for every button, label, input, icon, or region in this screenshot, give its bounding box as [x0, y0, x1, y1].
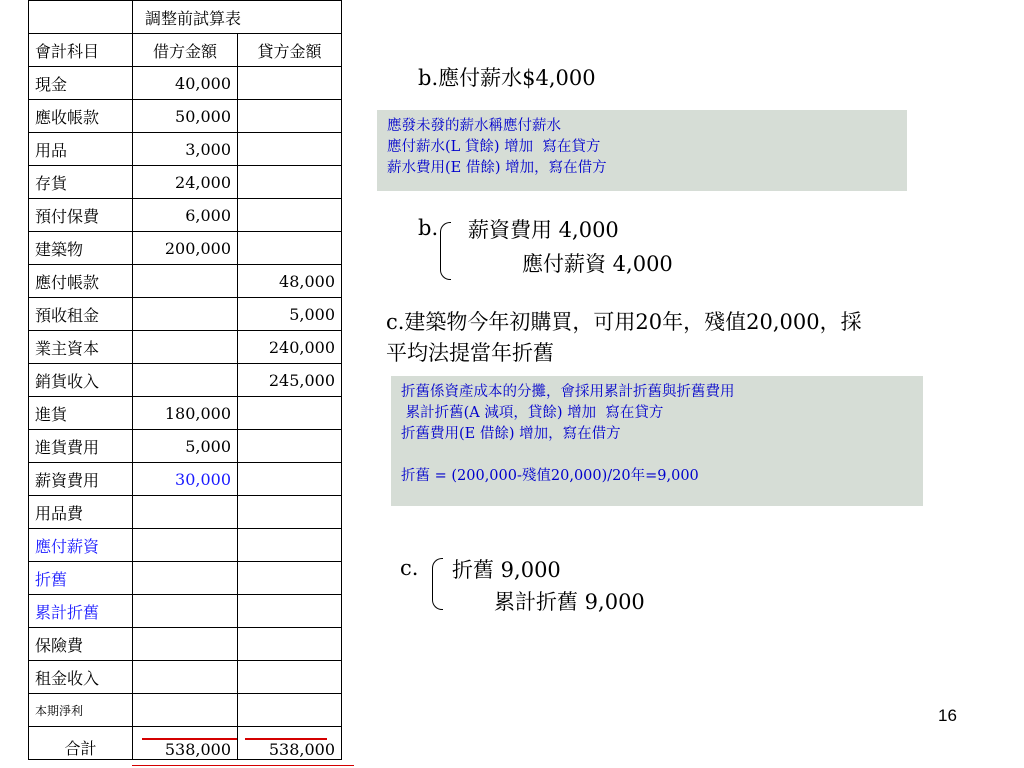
debit-cell: 5,000	[133, 430, 238, 463]
debit-cell: 538,000	[133, 727, 238, 760]
note-c-line: 累計折舊(A 減項，貸餘) 增加 寫在貸方	[401, 405, 664, 421]
note-c-line: 折舊費用(E 借餘) 增加，寫在借方	[401, 426, 621, 442]
journal-b-debit: 薪資費用 4,000	[468, 218, 619, 242]
account-cell: 業主資本	[29, 331, 133, 364]
trial-balance-table	[28, 0, 342, 760]
net-income-debit-underline	[142, 738, 237, 740]
credit-cell	[238, 628, 342, 661]
debit-cell	[133, 628, 238, 661]
header-debit: 借方金額	[133, 34, 238, 67]
account-cell: 現金	[29, 67, 133, 100]
credit-cell	[238, 166, 342, 199]
debit-cell	[133, 298, 238, 331]
table-row	[29, 694, 342, 727]
table-corner-cell	[29, 1, 133, 34]
debit-cell	[133, 265, 238, 298]
table-row	[29, 397, 342, 430]
journal-c-label: c.	[400, 556, 419, 580]
credit-cell: 5,000	[238, 298, 342, 331]
account-cell: 薪資費用	[29, 463, 133, 496]
table-title-row	[29, 1, 342, 34]
account-cell: 合計	[29, 727, 133, 760]
note-c-line: 折舊 = (200,000-殘值20,000)/20年=9,000	[401, 468, 699, 484]
net-income-credit-underline	[245, 738, 327, 740]
note-b-explanation-box	[377, 110, 907, 191]
table-row	[29, 364, 342, 397]
account-cell: 進貨費用	[29, 430, 133, 463]
account-cell: 預收租金	[29, 298, 133, 331]
table-row	[29, 562, 342, 595]
table-row	[29, 199, 342, 232]
credit-cell	[238, 694, 342, 727]
table-row	[29, 265, 342, 298]
table-row	[29, 331, 342, 364]
account-cell: 保險費	[29, 628, 133, 661]
account-cell: 用品	[29, 133, 133, 166]
credit-cell: 240,000	[238, 331, 342, 364]
credit-cell	[238, 496, 342, 529]
account-cell: 進貨	[29, 397, 133, 430]
table-row	[29, 463, 342, 496]
account-cell: 累計折舊	[29, 595, 133, 628]
account-cell: 存貨	[29, 166, 133, 199]
debit-cell	[133, 496, 238, 529]
note-b-line: 應發未發的薪水稱應付薪水	[387, 118, 561, 134]
debit-cell: 30,000	[133, 463, 238, 496]
table-row	[29, 727, 342, 760]
credit-cell: 48,000	[238, 265, 342, 298]
debit-cell	[133, 529, 238, 562]
page-number: 16	[938, 706, 957, 725]
credit-cell	[238, 562, 342, 595]
account-cell: 本期淨利	[29, 694, 133, 727]
journal-b-label: b.	[418, 216, 439, 240]
account-cell: 應收帳款	[29, 100, 133, 133]
debit-cell: 50,000	[133, 100, 238, 133]
note-c-title-line-2: 平均法提當年折舊	[386, 341, 554, 365]
note-b-title: b.應付薪水$4,000	[418, 66, 596, 90]
credit-cell	[238, 133, 342, 166]
credit-cell	[238, 661, 342, 694]
account-cell: 折舊	[29, 562, 133, 595]
note-c-line: 折舊係資產成本的分攤，會採用累計折舊與折舊費用	[401, 384, 735, 400]
journal-b-brace	[440, 222, 451, 280]
table-row	[29, 133, 342, 166]
account-cell: 應付薪資	[29, 529, 133, 562]
header-credit: 貸方金額	[238, 34, 342, 67]
total-underline	[132, 765, 354, 766]
credit-cell	[238, 232, 342, 265]
table-row	[29, 100, 342, 133]
journal-c-credit: 累計折舊 9,000	[494, 590, 645, 614]
debit-cell	[133, 364, 238, 397]
note-b-line: 應付薪水(L 貸餘) 增加 寫在貸方	[387, 139, 601, 155]
credit-cell	[238, 397, 342, 430]
table-row	[29, 67, 342, 100]
credit-cell	[238, 67, 342, 100]
table-row	[29, 232, 342, 265]
debit-cell	[133, 694, 238, 727]
account-cell: 銷貨收入	[29, 364, 133, 397]
credit-cell	[238, 430, 342, 463]
debit-cell	[133, 595, 238, 628]
credit-cell: 245,000	[238, 364, 342, 397]
header-account: 會計科目	[29, 34, 133, 67]
debit-cell: 180,000	[133, 397, 238, 430]
journal-c-debit: 折舊 9,000	[452, 558, 561, 582]
account-cell: 用品費	[29, 496, 133, 529]
account-cell: 應付帳款	[29, 265, 133, 298]
table-row	[29, 430, 342, 463]
table-row	[29, 628, 342, 661]
table-header-row	[29, 34, 342, 67]
note-c-title-line-1: c.建築物今年初購買，可用20年，殘值20,000，採	[386, 310, 862, 334]
table-title: 調整前試算表	[133, 1, 342, 34]
account-cell: 租金收入	[29, 661, 133, 694]
debit-cell	[133, 661, 238, 694]
journal-b-credit: 應付薪資 4,000	[522, 252, 673, 276]
debit-cell	[133, 562, 238, 595]
debit-cell: 3,000	[133, 133, 238, 166]
note-c-line	[401, 445, 913, 466]
debit-cell: 200,000	[133, 232, 238, 265]
table-row	[29, 298, 342, 331]
debit-cell	[133, 331, 238, 364]
credit-cell	[238, 463, 342, 496]
note-b-line: 薪水費用(E 借餘) 增加，寫在借方	[387, 160, 607, 176]
credit-cell	[238, 529, 342, 562]
debit-cell: 24,000	[133, 166, 238, 199]
journal-c-brace	[432, 558, 443, 610]
note-c-explanation-box	[391, 376, 923, 506]
table-row	[29, 166, 342, 199]
table-row	[29, 661, 342, 694]
credit-cell	[238, 595, 342, 628]
credit-cell	[238, 199, 342, 232]
debit-cell: 6,000	[133, 199, 238, 232]
table-row	[29, 496, 342, 529]
account-cell: 預付保費	[29, 199, 133, 232]
credit-cell: 538,000	[238, 727, 342, 760]
table-row	[29, 529, 342, 562]
debit-cell: 40,000	[133, 67, 238, 100]
credit-cell	[238, 100, 342, 133]
table-row	[29, 595, 342, 628]
account-cell: 建築物	[29, 232, 133, 265]
